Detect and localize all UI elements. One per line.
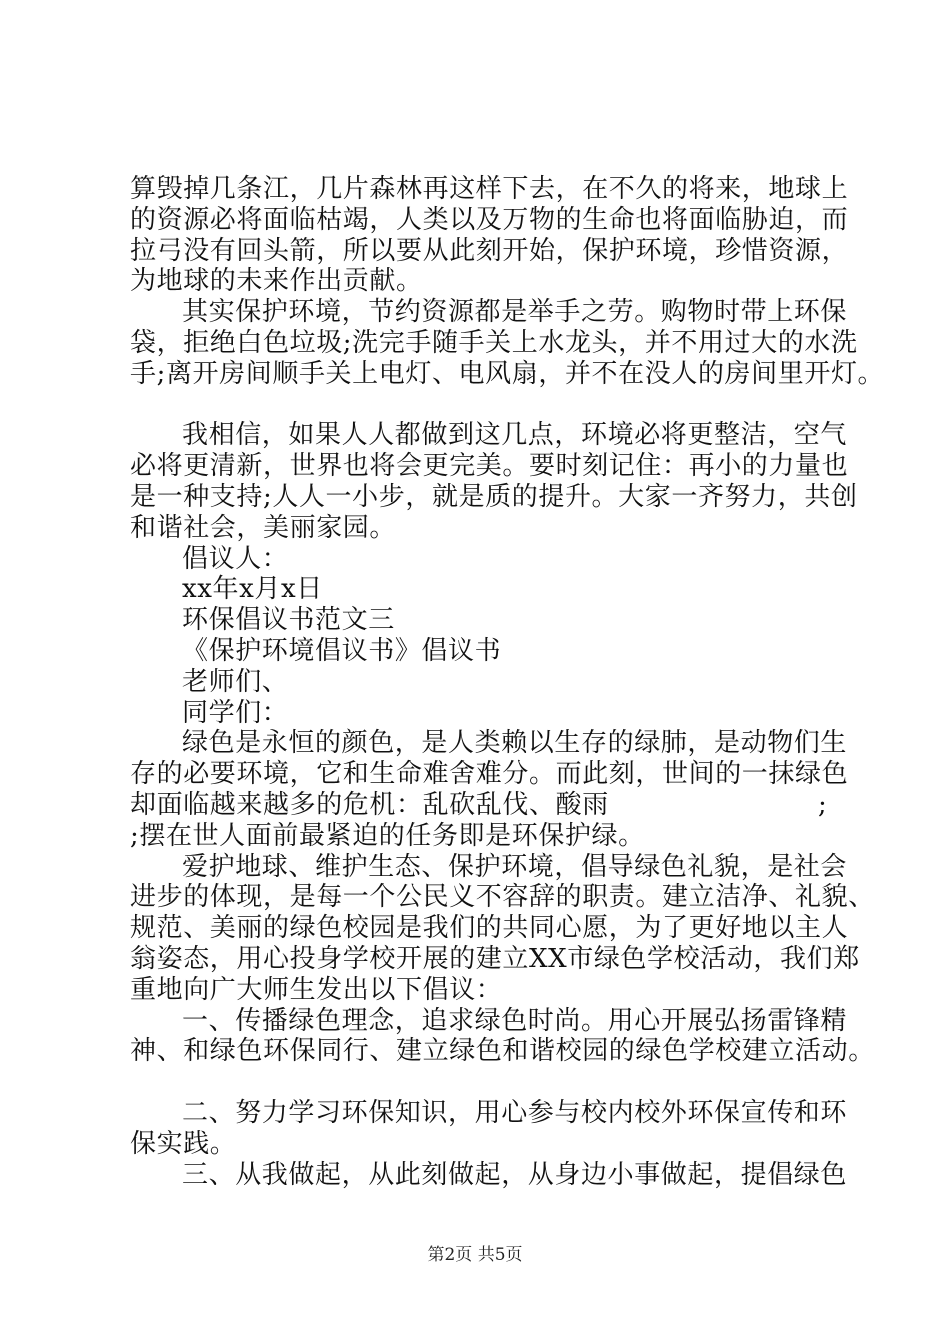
text-line [130, 574, 835, 605]
line-text: 算毁掉几条江，几片森林再这样下去，在不久的将来，地球上 [130, 174, 849, 204]
line-text: 翁姿态，用心投身学校开展的建立XX市绿色学校活动，我们郑 [130, 943, 860, 974]
line-text: 袋，拒绝白色垃圾;洗完手随手关上水龙头，并不用过大的水洗 [130, 327, 858, 358]
text-line [130, 851, 848, 883]
text-line [130, 327, 858, 359]
line-text: 一、传播绿色理念，追求绿色时尚。用心开展弘扬雷锋精 [182, 1005, 848, 1036]
text-line [130, 1005, 848, 1037]
text-line [130, 174, 849, 205]
line-text: 规范、美丽的绿色校园是我们的共同心愿，为了更好地以主人 [130, 913, 849, 944]
text-line [130, 451, 849, 482]
blank-line [130, 1067, 835, 1098]
text-line [130, 728, 848, 759]
text-line [130, 544, 835, 575]
line-text: 存的必要环境，它和生命难舍难分。而此刻，世间的一抹绿色 [130, 759, 849, 790]
line-text: 《保护环境倡议书》倡议书 [182, 635, 502, 666]
line-text: 重地向广大师生发出以下倡议： [130, 974, 503, 1005]
text-line [130, 605, 835, 636]
line-text: 绿色是永恒的颜色，是人类赖以生存的绿肺，是动物们生 [182, 728, 848, 759]
line-text: 环保倡议书范文三 [182, 605, 395, 636]
text-line [130, 297, 848, 328]
page-footer: 第2页 共5页 [427, 1245, 523, 1265]
text-line [130, 1097, 848, 1129]
line-tail-text: ; [818, 789, 828, 820]
line-text: 进步的体现，是每一个公民义不容辞的职责。建立洁净、礼貌、 [130, 882, 875, 913]
document-body [130, 174, 885, 1190]
line-text: 老师们、 [182, 666, 289, 697]
line-text: 二、努力学习环保知识，用心参与校内校外环保宣传和环 [182, 1097, 848, 1128]
line-text: 神、和绿色环保同行、建立绿色和谐校园的绿色学校建立活动。 [130, 1036, 875, 1067]
text-line [130, 943, 860, 975]
line-text: 拉弓没有回头箭，所以要从此刻开始，保护环境，珍惜资源， [130, 235, 849, 266]
text-line [130, 821, 835, 852]
text-line [130, 358, 885, 390]
text-line [130, 481, 858, 513]
text-line [130, 882, 875, 913]
line-text: 手;离开房间顺手关上电灯、电风扇，并不在没人的房间里开灯。 [130, 358, 885, 389]
text-line [130, 420, 848, 451]
text-line [130, 1159, 848, 1191]
line-text: xx年x月x日 [182, 574, 323, 605]
line-text: 三、从我做起，从此刻做起，从身边小事做起，提倡绿色 [182, 1159, 848, 1190]
text-line [130, 513, 835, 544]
line-text: 同学们： [182, 697, 289, 728]
line-text: 倡议人： [182, 543, 289, 574]
text-line [130, 636, 835, 667]
text-line [130, 235, 849, 267]
line-text: 的资源必将面临枯竭，人类以及万物的生命也将面临胁迫，而 [130, 204, 849, 235]
text-line [130, 1129, 835, 1160]
text-line [130, 759, 849, 790]
text-line [130, 790, 835, 821]
line-text: 是一种支持;人人一小步，就是质的提升。大家一齐努力，共创 [130, 481, 858, 512]
line-text: 保实践。 [130, 1128, 237, 1159]
text-line [130, 1036, 875, 1067]
text-line [130, 913, 849, 944]
text-line [130, 698, 835, 729]
line-text: 和谐社会，美丽家园。 [130, 512, 397, 543]
text-line [130, 975, 835, 1006]
text-line [130, 667, 835, 698]
text-line [130, 266, 835, 297]
line-text: 我相信，如果人人都做到这几点，环境必将更整洁，空气 [182, 420, 848, 451]
line-text: 必将更清新，世界也将会更完美。要时刻记住：再小的力量也 [130, 451, 849, 482]
line-text: 为地球的未来作出贡献。 [130, 266, 423, 297]
line-text: 爱护地球、维护生态、保护环境，倡导绿色礼貌，是社会 [182, 851, 848, 882]
blank-line [130, 390, 835, 421]
line-text: 却面临越来越多的危机：乱砍乱伐、酸雨 [130, 789, 609, 820]
line-text: ;摆在世人面前最紧迫的任务即是环保护绿。 [130, 820, 645, 851]
text-line [130, 204, 849, 236]
line-text: 其实保护环境，节约资源都是举手之劳。购物时带上环保 [182, 297, 848, 328]
